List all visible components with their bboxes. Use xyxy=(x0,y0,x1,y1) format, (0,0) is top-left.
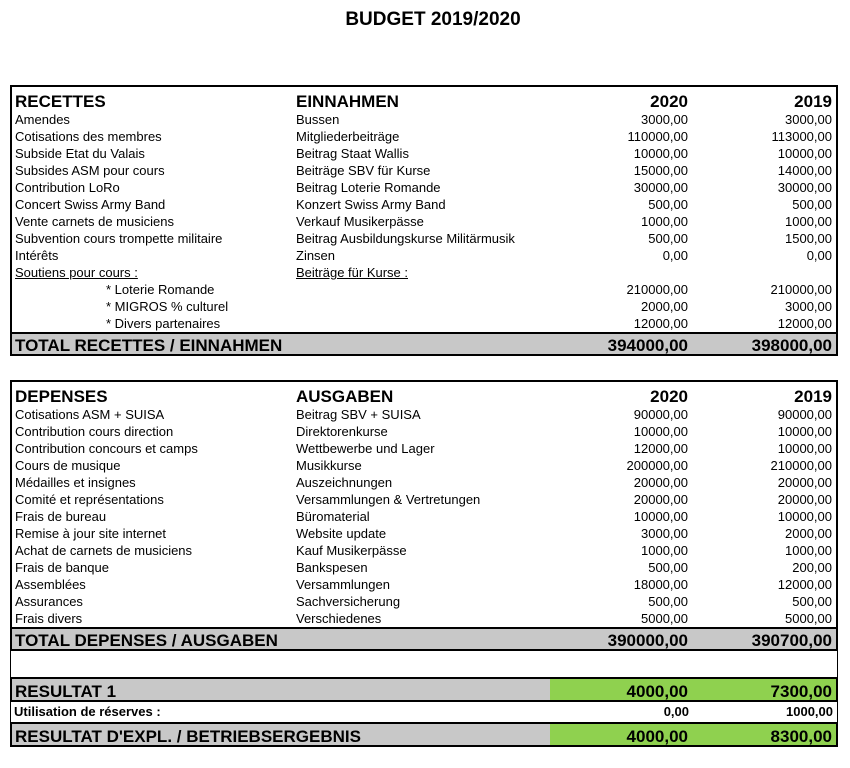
depenses-box xyxy=(10,380,838,627)
row-label-de: Direktorenkurse xyxy=(296,424,388,439)
recettes-subrows xyxy=(12,281,836,332)
table-subrow xyxy=(12,298,836,315)
row-label-de: Kauf Musikerpässe xyxy=(296,543,407,558)
table-row xyxy=(12,213,836,230)
row-label-de: Mitgliederbeiträge xyxy=(296,129,400,144)
row-value-2019: 10000,00 xyxy=(777,424,832,439)
row-value-2019: 113000,00 xyxy=(771,129,832,144)
row-label-de: Verschiedenes xyxy=(296,611,382,626)
row-value-2020: 500,00 xyxy=(648,197,688,212)
row-label-fr: Concert Swiss Army Band xyxy=(15,197,166,212)
table-subrow xyxy=(12,315,836,332)
resultat-1-row xyxy=(10,677,838,702)
row-value-2019: 10000,00 xyxy=(777,509,832,524)
table-row xyxy=(12,196,836,213)
row-label-fr: Subside Etat du Valais xyxy=(15,146,145,161)
resultat-expl-2020: 4000,00 xyxy=(626,727,688,746)
row-value-2020: 1000,00 xyxy=(641,214,688,229)
table-row xyxy=(12,542,836,559)
row-value-2020: 15000,00 xyxy=(633,163,688,178)
row-label-fr: Soutiens pour cours : xyxy=(15,265,138,280)
row-label-de: Sachversicherung xyxy=(296,594,401,609)
subrow-label: * MIGROS % culturel xyxy=(106,299,229,314)
depenses-header-row xyxy=(12,382,836,406)
row-label-fr: Frais de banque xyxy=(15,560,109,575)
table-row xyxy=(12,264,836,281)
table-subrow xyxy=(12,281,836,298)
table-row xyxy=(12,440,836,457)
recettes-header-fr: RECETTES xyxy=(15,92,106,111)
row-label-fr: Comité et représentations xyxy=(15,492,164,507)
depenses-rows xyxy=(12,406,836,627)
row-label-de: Website update xyxy=(296,526,387,541)
table-row xyxy=(12,230,836,247)
table-row xyxy=(12,508,836,525)
table-row xyxy=(12,406,836,423)
row-value-2019: 30000,00 xyxy=(777,180,832,195)
table-row xyxy=(12,457,836,474)
depenses-table xyxy=(10,380,838,747)
table-row xyxy=(12,179,836,196)
subrow-value-2020: 210000,00 xyxy=(626,282,688,297)
row-label-de: Bussen xyxy=(296,112,340,127)
recettes-header-year-2019: 2019 xyxy=(794,92,832,111)
row-value-2020: 500,00 xyxy=(648,594,688,609)
table-row xyxy=(12,593,836,610)
row-value-2020: 10000,00 xyxy=(633,509,688,524)
row-value-2020: 500,00 xyxy=(648,560,688,575)
recettes-header-row xyxy=(12,87,836,111)
row-label-fr: Frais de bureau xyxy=(15,509,107,524)
reserves-2019: 1000,00 xyxy=(786,704,833,719)
row-label-de: Wettbewerbe und Lager xyxy=(296,441,435,456)
table-row xyxy=(12,576,836,593)
row-value-2019: 500,00 xyxy=(792,594,832,609)
row-value-2019: 20000,00 xyxy=(777,475,832,490)
recettes-total-2019: 398000,00 xyxy=(751,336,832,355)
row-label-fr: Intérêts xyxy=(15,248,59,263)
table-row xyxy=(12,423,836,440)
row-label-de: Musikkurse xyxy=(296,458,362,473)
row-value-2020: 10000,00 xyxy=(633,424,688,439)
subrow-value-2020: 12000,00 xyxy=(633,316,688,331)
recettes-table xyxy=(10,85,838,356)
depenses-header-year-2019: 2019 xyxy=(794,387,832,406)
table-row xyxy=(12,525,836,542)
row-label-fr: Contribution concours et camps xyxy=(15,441,198,456)
recettes-header-de: EINNAHMEN xyxy=(296,92,399,111)
row-label-de: Beiträge SBV für Kurse xyxy=(296,163,431,178)
recettes-header-year-2020: 2020 xyxy=(650,92,688,111)
table-row xyxy=(12,610,836,627)
reserves-row xyxy=(10,702,838,722)
row-label-de: Beitrag Loterie Romande xyxy=(296,180,441,195)
row-label-fr: Subsides ASM pour cours xyxy=(15,163,165,178)
row-value-2019: 20000,00 xyxy=(777,492,832,507)
row-value-2019: 10000,00 xyxy=(777,441,832,456)
row-label-de: Beitrag Ausbildungskurse Militärmusik xyxy=(296,231,515,246)
row-label-de: Zinsen xyxy=(296,248,336,263)
resultat-expl-label: RESULTAT D'EXPL. / BETRIEBSERGEBNIS xyxy=(15,727,361,746)
row-value-2019: 210000,00 xyxy=(770,458,832,473)
row-label-fr: Achat de carnets de musiciens xyxy=(15,543,193,558)
row-value-2019: 1500,00 xyxy=(785,231,832,246)
recettes-rows xyxy=(12,111,836,281)
row-label-de: Büromaterial xyxy=(296,509,370,524)
row-value-2020: 90000,00 xyxy=(633,407,688,422)
table-row xyxy=(12,145,836,162)
spacer-row xyxy=(10,651,838,671)
recettes-total-2020: 394000,00 xyxy=(607,336,688,355)
row-value-2019: 200,00 xyxy=(792,560,832,575)
table-row xyxy=(12,128,836,145)
row-label-fr: Vente carnets de musiciens xyxy=(15,214,174,229)
row-value-2020: 110000,00 xyxy=(627,129,688,144)
page-title: BUDGET 2019/2020 xyxy=(345,9,521,30)
row-value-2020: 12000,00 xyxy=(633,441,688,456)
table-row xyxy=(12,474,836,491)
subrow-label: * Loterie Romande xyxy=(106,282,215,297)
table-row xyxy=(12,111,836,128)
subrow-value-2019: 3000,00 xyxy=(785,299,832,314)
resultat-1-2020: 4000,00 xyxy=(626,682,688,701)
depenses-total-2020: 390000,00 xyxy=(607,631,688,650)
table-row xyxy=(12,162,836,179)
table-row xyxy=(12,247,836,264)
row-label-de: Auszeichnungen xyxy=(296,475,393,490)
row-label-fr: Subvention cours trompette militaire xyxy=(15,231,223,246)
row-label-fr: Amendes xyxy=(15,112,70,127)
row-label-fr: Assemblées xyxy=(15,577,86,592)
depenses-header-fr: DEPENSES xyxy=(15,387,108,406)
row-label-fr: Médailles et insignes xyxy=(15,475,136,490)
subrow-label: * Divers partenaires xyxy=(106,316,221,331)
row-label-fr: Frais divers xyxy=(15,611,83,626)
depenses-header-year-2020: 2020 xyxy=(650,387,688,406)
row-label-fr: Remise à jour site internet xyxy=(15,526,167,541)
row-label-fr: Cotisations ASM + SUISA xyxy=(15,407,165,422)
depenses-total-label: TOTAL DEPENSES / AUSGABEN xyxy=(15,631,278,650)
subrow-value-2019: 12000,00 xyxy=(777,316,832,331)
row-value-2020: 18000,00 xyxy=(633,577,688,592)
recettes-total-label: TOTAL RECETTES / EINNAHMEN xyxy=(15,336,283,355)
recettes-total-row xyxy=(10,332,838,356)
row-value-2019: 1000,00 xyxy=(785,543,832,558)
row-value-2019: 14000,00 xyxy=(777,163,832,178)
row-value-2020: 1000,00 xyxy=(641,543,688,558)
row-value-2020: 3000,00 xyxy=(641,112,688,127)
row-label-de: Versammlungen xyxy=(296,577,390,592)
row-value-2020: 10000,00 xyxy=(633,146,688,161)
row-value-2019: 2000,00 xyxy=(785,526,832,541)
row-value-2020: 20000,00 xyxy=(633,492,688,507)
row-value-2020: 200000,00 xyxy=(626,458,688,473)
subrow-value-2019: 210000,00 xyxy=(770,282,832,297)
row-label-de: Bankspesen xyxy=(296,560,368,575)
depenses-total-2019: 390700,00 xyxy=(751,631,832,650)
row-label-fr: Cours de musique xyxy=(15,458,121,473)
row-value-2020: 0,00 xyxy=(662,248,688,263)
depenses-total-row xyxy=(10,627,838,651)
subrow-value-2020: 2000,00 xyxy=(641,299,688,314)
row-value-2020: 500,00 xyxy=(648,231,688,246)
row-value-2020: 3000,00 xyxy=(641,526,688,541)
recettes-box xyxy=(10,85,838,332)
reserves-label: Utilisation de réserves : xyxy=(14,704,161,719)
row-value-2019: 12000,00 xyxy=(777,577,832,592)
row-label-de: Beiträge für Kurse : xyxy=(296,265,408,280)
row-label-de: Verkauf Musikerpässe xyxy=(296,214,424,229)
row-label-de: Konzert Swiss Army Band xyxy=(296,197,446,212)
row-label-fr: Contribution cours direction xyxy=(15,424,174,439)
resultat-1-2019: 7300,00 xyxy=(770,682,832,701)
row-label-fr: Assurances xyxy=(15,594,83,609)
table-row xyxy=(12,559,836,576)
reserves-2020: 0,00 xyxy=(663,704,689,719)
row-label-fr: Contribution LoRo xyxy=(15,180,120,195)
row-value-2019: 1000,00 xyxy=(785,214,832,229)
row-label-de: Beitrag Staat Wallis xyxy=(296,146,409,161)
row-label-de: Beitrag SBV + SUISA xyxy=(296,407,421,422)
resultat-expl-2019: 8300,00 xyxy=(770,727,832,746)
row-value-2019: 3000,00 xyxy=(785,112,832,127)
row-value-2019: 90000,00 xyxy=(777,407,832,422)
row-value-2019: 5000,00 xyxy=(785,611,832,626)
row-value-2019: 10000,00 xyxy=(777,146,832,161)
resultat-1-label: RESULTAT 1 xyxy=(15,682,117,701)
row-value-2020: 5000,00 xyxy=(641,611,688,626)
resultat-expl-row xyxy=(10,722,838,747)
row-value-2019: 0,00 xyxy=(806,248,832,263)
table-row xyxy=(12,491,836,508)
row-label-fr: Cotisations des membres xyxy=(15,129,162,144)
row-value-2020: 30000,00 xyxy=(633,180,688,195)
depenses-header-de: AUSGABEN xyxy=(296,387,394,406)
row-value-2019: 500,00 xyxy=(792,197,832,212)
row-label-de: Versammlungen & Vertretungen xyxy=(296,492,481,507)
row-value-2020: 20000,00 xyxy=(633,475,688,490)
